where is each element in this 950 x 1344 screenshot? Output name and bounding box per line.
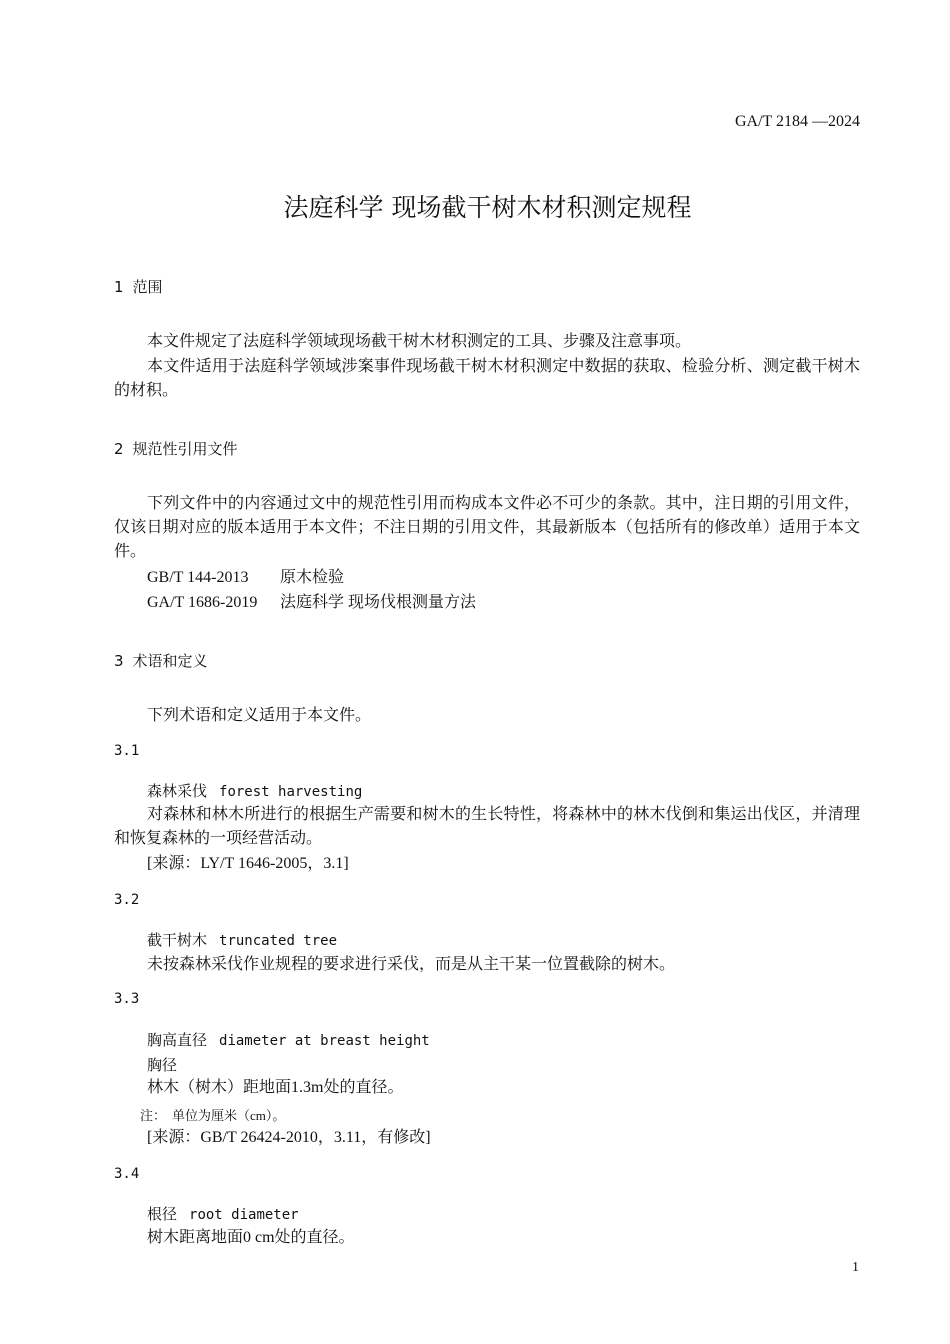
term-zh: 森林采伐 (147, 782, 208, 800)
term-number: 3.3 (114, 991, 140, 1007)
reference-code: GB/T 144-2013 (147, 569, 249, 586)
term-zh: 截干树木 (147, 931, 208, 949)
term-definition: 树木距离地面0 cm处的直径。 (147, 1229, 355, 1246)
document-title: 法庭科学 现场截干树木材积测定规程 (283, 193, 692, 222)
section-2-paragraph-1: 下列文件中的内容通过文中的规范性引用而构成本文件必不可少的条款。其中，注日期的引用文件，仅该日期对应的版本适用于本文件；不注日期的引用文件，其最新版本（包括所有的修改单）适用于本文件。 (114, 495, 860, 560)
term-alternative: 胸径 (147, 1056, 178, 1074)
term-heading (147, 1029, 430, 1050)
section-title: 规范性引用文件 (132, 440, 238, 458)
section-number: 2 (114, 440, 124, 458)
section-3-heading (114, 650, 208, 671)
term-heading (147, 929, 337, 950)
term-number: 3.4 (114, 1166, 140, 1182)
term-en: truncated tree (219, 933, 338, 949)
term-zh: 胸高直径 (147, 1031, 208, 1049)
term-heading (147, 780, 362, 801)
reference-item (147, 566, 344, 590)
section-number: 3 (114, 652, 124, 670)
section-title: 范围 (132, 278, 163, 296)
term-zh: 根径 (147, 1205, 178, 1223)
section-3-paragraph-1: 下列术语和定义适用于本文件。 (147, 707, 372, 724)
term-en: diameter at breast height (219, 1033, 430, 1049)
term-note (140, 1105, 285, 1124)
term-source: [来源：GB/T 26424-2010，3.11，有修改] (147, 1129, 431, 1146)
term-definition: 对森林和林木所进行的根据生产需要和树木的生长特性，将森林中的林木伐倒和集运出伐区，并清理和恢复森林的一项经营活动。 (114, 806, 860, 847)
term-number: 3.2 (114, 892, 140, 908)
section-2-heading (114, 438, 238, 459)
reference-title: 法庭科学 现场伐根测量方法 (280, 594, 477, 611)
term-en: forest harvesting (219, 784, 363, 800)
section-1-paragraph-1: 本文件规定了法庭科学领域现场截干树木材积测定的工具、步骤及注意事项。 (147, 333, 692, 350)
reference-item (147, 591, 476, 615)
term-en: root diameter (189, 1207, 299, 1223)
section-1-heading (114, 276, 163, 297)
reference-title: 原木检验 (280, 569, 345, 586)
document-code: GA/T 2184 —2024 (734, 113, 860, 130)
term-heading (147, 1203, 299, 1224)
reference-code: GA/T 1686-2019 (147, 594, 258, 611)
term-source: [来源：LY/T 1646-2005，3.1] (147, 855, 349, 872)
section-1-paragraph-2: 本文件适用于法庭科学领域涉案事件现场截干树木材积测定中数据的获取、检验分析、测定截干树木的材积。 (114, 358, 860, 399)
section-number: 1 (114, 278, 124, 296)
term-number: 3.1 (114, 743, 140, 759)
term-definition: 未按森林采伐作业规程的要求进行采伐，而是从主干某一位置截除的树木。 (147, 956, 676, 973)
page-number: 1 (852, 1260, 859, 1275)
note-label: 注： (140, 1109, 167, 1124)
term-definition: 林木（树木）距地面1.3m处的直径。 (147, 1079, 404, 1096)
section-title: 术语和定义 (132, 652, 208, 670)
note-text: 单位为厘米（cm）。 (172, 1108, 286, 1123)
